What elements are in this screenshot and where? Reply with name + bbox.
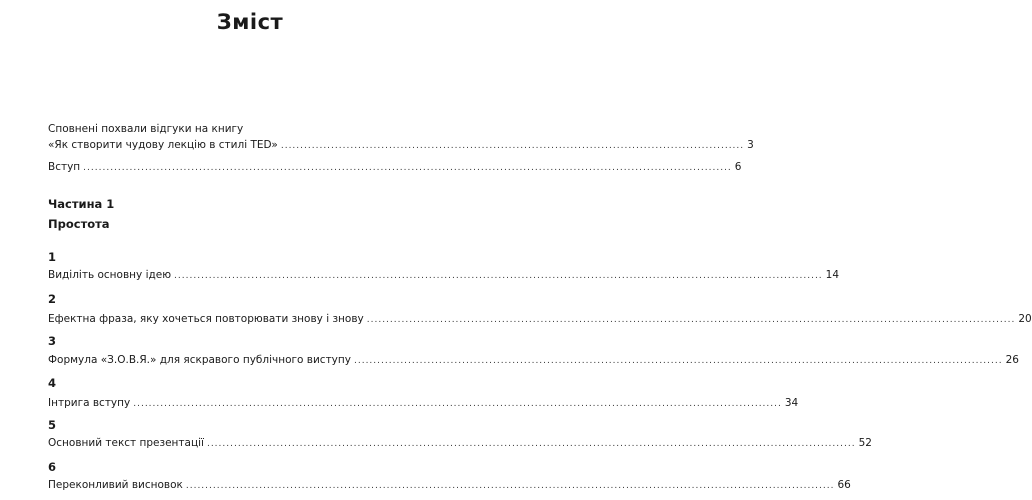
toc-page-number: 3: [747, 139, 754, 151]
toc-entry-chapter: [48, 353, 1019, 368]
toc-entry-chapter: [48, 436, 872, 451]
chapter-number: 6: [48, 460, 57, 474]
toc-page-number: 14: [825, 269, 840, 281]
toc-entry-chapter: [48, 478, 851, 493]
part-name: Простота: [48, 217, 110, 231]
toc-entry-label: «Як створити чудову лекцію в стилі TED»: [48, 139, 278, 151]
toc-entry-label: Виділіть основну ідею: [48, 269, 172, 281]
toc-page-number: 34: [784, 397, 799, 409]
toc-page-number: 52: [858, 437, 872, 449]
leader-dots: ........................................................................................................................................................................: [83, 163, 732, 173]
leader-dots: ........................................................................................................................................................................: [185, 481, 835, 491]
toc-entry-label: Основний текст презентації: [48, 437, 204, 449]
toc-entry-chapter: [48, 396, 799, 411]
chapter-number: 3: [48, 334, 57, 348]
leader-dots: ........................................................................................................................: [280, 141, 745, 151]
toc-page-number: 66: [837, 479, 851, 491]
toc-page-number: 20: [1018, 313, 1032, 325]
toc-entry-label: Вступ: [48, 161, 81, 173]
part-heading: Частина 1: [48, 197, 115, 211]
leader-dots: ........................................................................................................................................................................: [366, 315, 1016, 325]
chapter-number: 1: [48, 250, 57, 264]
chapter-number: 2: [48, 292, 57, 306]
toc-entry-reviews-line1: Сповнені похвали відгуки на книгу: [48, 123, 244, 135]
chapter-number: 5: [48, 418, 57, 432]
toc-entry-chapter: [48, 268, 840, 283]
leader-dots: ........................................................................................................................................................................: [133, 399, 782, 409]
toc-entry-label: Переконливий висновок: [48, 479, 183, 491]
toc-page-number: 6: [734, 161, 742, 173]
toc-page-number: 26: [1005, 354, 1019, 366]
chapter-number: 4: [48, 376, 57, 390]
toc-entry-reviews: [48, 138, 754, 153]
page-title: Зміст: [216, 10, 284, 34]
toc-entry-label: Ефектна фраза, яку хочеться повторювати знову і знову: [48, 313, 364, 325]
toc-entry-label: Формула «З.О.В.Я.» для яскравого публічного виступу: [48, 354, 351, 366]
toc-entry-intro: [48, 160, 742, 175]
leader-dots: ........................................................................................................................................................................: [174, 271, 823, 281]
leader-dots: ........................................................................................................................................................................: [206, 439, 856, 449]
toc-entry-chapter: [48, 312, 1032, 327]
toc-entry-label: Інтрига вступу: [48, 397, 131, 409]
leader-dots: ........................................................................................................................................................................: [353, 356, 1003, 366]
